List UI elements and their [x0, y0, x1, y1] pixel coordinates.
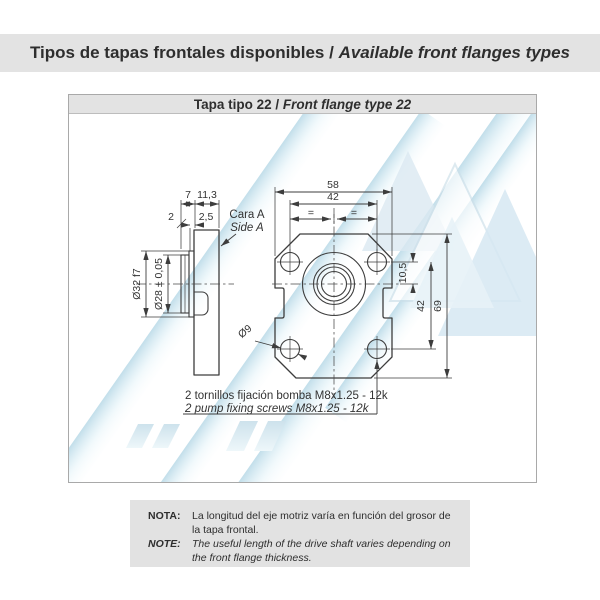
technical-drawing — [69, 114, 536, 482]
face-a-callout — [221, 209, 265, 246]
page-title — [0, 34, 600, 72]
dim-bolt-vertical-label: 42 — [415, 300, 427, 312]
bolt-hole-bottom-left — [277, 336, 303, 362]
bolt-hole-bottom-right — [364, 336, 390, 362]
dim-screw-hole-label: Ø9 — [235, 322, 255, 341]
note-text-en-line1: The useful length of the drive shaft varies depending on — [192, 538, 451, 550]
side-view-boss — [194, 292, 208, 315]
front-view — [272, 208, 400, 398]
dim-bore-diameter-label: Ø28 ± 0,05 — [153, 258, 165, 310]
footnote-box — [130, 500, 470, 567]
panel-title — [69, 95, 536, 114]
equal-mark-right: = — [350, 207, 358, 219]
side-view — [136, 230, 234, 375]
face-a-label-es: Cara A — [229, 209, 265, 221]
page-title-separator: / — [324, 43, 339, 62]
dim-spigot-diameter-label: Ø32 f7 — [131, 268, 143, 300]
panel-title-en: Front flange type 22 — [282, 96, 412, 112]
note-label-en: NOTE: — [148, 538, 181, 550]
dim-overall-height-label: 69 — [432, 300, 444, 312]
note-text-es-line2: la tapa frontal. — [192, 524, 259, 536]
equal-mark-left: = — [307, 207, 315, 219]
dim-screw-hole — [236, 323, 306, 358]
dim-bolt-spacing-label: 42 — [327, 191, 339, 203]
dim-equal-spacing — [290, 207, 377, 224]
panel-title-es: Tapa tipo 22 — [193, 96, 272, 112]
dim-lip-and-recess — [168, 211, 213, 251]
fixing-screws-text-es: 2 tornillos fijación bomba M8x1.25 - 12k — [185, 390, 388, 402]
note-text-es-line1: La longitud del eje motriz varía en función del grosor de — [192, 510, 451, 522]
face-a-label-en: Side A — [230, 222, 264, 234]
dim-center-offset — [391, 253, 418, 293]
front-flange-outline — [275, 234, 392, 378]
fixing-screws-text-en: 2 pump fixing screws M8x1.25 - 12k — [185, 403, 369, 415]
side-view-plate — [194, 230, 219, 375]
dim-lip-step: 2 — [168, 211, 174, 223]
note-text-en-line2: the front flange thickness. — [192, 552, 312, 564]
dim-recess: 2,5 — [198, 211, 214, 223]
page-title-en: Available front flanges types — [338, 43, 571, 62]
flange-type-panel — [68, 94, 537, 483]
note-label-es: NOTA: — [148, 510, 181, 522]
dim-bolt-spacing — [290, 191, 377, 252]
dim-flange-thickness: 11,3 — [197, 189, 217, 201]
dim-spigot-depth: 7 — [185, 189, 191, 201]
panel-title-separator: / — [271, 96, 283, 112]
dim-overall-width-label: 58 — [327, 179, 339, 191]
page-title-es: Tipos de tapas frontales disponibles — [29, 43, 325, 62]
dim-center-offset-label: 10,5 — [397, 262, 409, 284]
